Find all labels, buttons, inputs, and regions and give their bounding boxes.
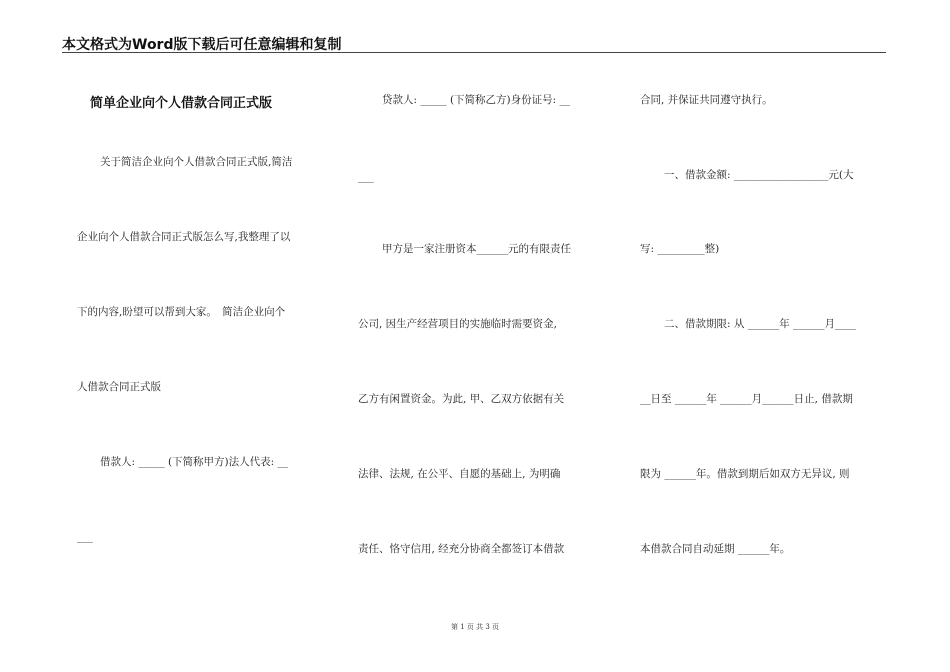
page-number: 第 1 页 共 3 页 xyxy=(450,623,500,631)
col3-line-3: 写: _________整) xyxy=(640,243,720,255)
col2-line-3: 甲方是一家注册资本______元的有限责任 xyxy=(382,243,571,255)
col2-line-2: ___ xyxy=(358,171,374,183)
col1-line-2: 企业向个人借款合同正式版怎么写,我整理了以 xyxy=(77,231,291,243)
col3-line-4: 二、借款期限: 从 ______年 ______月____ xyxy=(664,318,857,330)
col3-line-2: 一、借款金额: __________________元(大 xyxy=(664,169,854,181)
header-title: 本文格式为Word版下载后可任意编辑和复制 xyxy=(62,37,342,53)
col2-line-6: 法律、法规, 在公平、自愿的基础上, 为明确 xyxy=(358,468,561,480)
col1-line-1: 关于简洁企业向个人借款合同正式版,简洁 xyxy=(100,156,293,168)
col1-line-4: 人借款合同正式版 xyxy=(77,381,161,393)
col2-line-7: 责任、恪守信用, 经充分协商全都签订本借款 xyxy=(358,543,565,555)
col3-line-1: 合同, 并保证共同遵守执行。 xyxy=(640,94,773,106)
col1-line-6: ___ xyxy=(77,531,93,543)
col2-line-4: 公司, 因生产经营项目的实施临时需要资金, xyxy=(358,318,558,330)
col3-line-6: 限为 ______年。借款到期后如双方无异议, 则 xyxy=(640,468,850,480)
col2-line-1: 贷款人: _____ (下简称乙方)身份证号: __ xyxy=(382,94,571,106)
document-title: 简单企业向个人借款合同正式版 xyxy=(90,96,273,111)
col2-line-5: 乙方有闲置资金。为此, 甲、乙双方依据有关 xyxy=(358,393,565,405)
col3-line-5: __日至 ______年 ______月______日止, 借款期 xyxy=(640,393,853,405)
col1-line-5: 借款人: _____ (下简称甲方)法人代表: __ xyxy=(100,456,289,468)
col1-line-3: 下的内容,盼望可以帮到大家。 简洁企业向个 xyxy=(77,306,286,318)
col3-line-7: 本借款合同自动延期 ______年。 xyxy=(640,543,791,555)
